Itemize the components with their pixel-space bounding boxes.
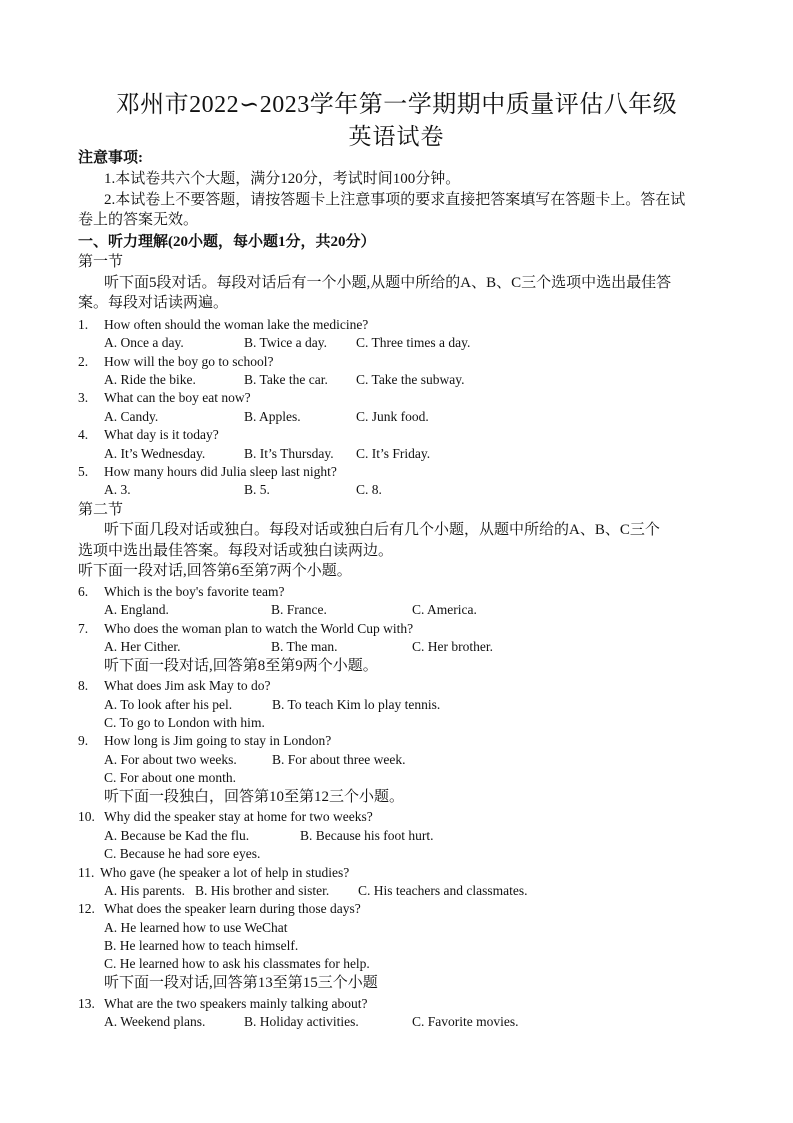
option-c: C. Take the subway. xyxy=(356,372,465,387)
part2-instructions: 听下面几段对话或独白。每段对话或独白后有几个小题，从题中所给的A、B、C三个 xyxy=(104,522,660,538)
dialogue-intro: 听下面一段对话,回答第8至第9两个小题。 xyxy=(104,658,378,674)
option-a: A. His parents. xyxy=(104,883,185,898)
question-text: What are the two speakers mainly talking about? xyxy=(104,996,368,1011)
notice-heading: 注意事项: xyxy=(78,150,143,166)
question-text: How many hours did Julia sleep last night? xyxy=(104,464,337,479)
question-number: 1. xyxy=(78,317,89,332)
option-b: B. Twice a day. xyxy=(244,335,328,350)
exam-subtitle: 英语试卷 xyxy=(348,124,445,149)
question-number: 6. xyxy=(78,584,89,599)
notice-item-2: 2.本试卷上不要答题，请按答题卡上注意事项的要求直接把答案填写在答题卡上。答在试 xyxy=(104,192,686,208)
option-c: C. Because he had sore eyes. xyxy=(104,846,261,861)
question-number: 4. xyxy=(78,427,89,442)
option-c: C. It’s Friday. xyxy=(356,446,431,461)
option-c: C. For about one month. xyxy=(104,770,236,785)
option-c: C. He learned how to ask his classmates for help. xyxy=(104,956,370,971)
question-number: 8. xyxy=(78,678,89,693)
option-b: B. France. xyxy=(271,602,327,617)
question-number: 13. xyxy=(78,996,95,1011)
part1-instructions-cont: 案。每段对话读两遍。 xyxy=(78,295,229,311)
question-text: Who does the woman plan to watch the World Cup with? xyxy=(104,621,414,636)
option-a: A. Weekend plans. xyxy=(104,1014,206,1029)
question-number: 10. xyxy=(78,809,95,824)
option-a: A. Candy. xyxy=(104,409,159,424)
question-number: 3. xyxy=(78,390,89,405)
part1-instructions: 听下面5段对话。每段对话后有一个小题,从题中所给的A、B、C三个选项中选出最佳答 xyxy=(104,275,672,291)
option-a: A. 3. xyxy=(104,482,131,497)
question-number: 9. xyxy=(78,733,89,748)
option-c: C. 8. xyxy=(356,482,382,497)
part-label-1: 第一节 xyxy=(78,254,124,270)
option-b: B. To teach Kim lo play tennis. xyxy=(272,697,441,712)
option-a: A. Once a day. xyxy=(104,335,184,350)
notice-item-2-cont: 卷上的答案无效。 xyxy=(78,212,199,228)
part2-instructions-cont: 选项中选出最佳答案。每段对话或独白读两边。 xyxy=(78,543,394,559)
question-text: How often should the woman lake the medicine? xyxy=(104,317,369,332)
option-c: C. Her brother. xyxy=(412,639,493,654)
question-text: How will the boy go to school? xyxy=(104,354,274,369)
option-c: C. Junk food. xyxy=(356,409,429,424)
option-a: A. Ride the bike. xyxy=(104,372,196,387)
option-b: B. 5. xyxy=(244,482,270,497)
option-b: B. Apples. xyxy=(244,409,301,424)
question-text: What does the speaker learn during those days? xyxy=(104,901,361,916)
option-b: B. Because his foot hurt. xyxy=(300,828,434,843)
question-text: What day is it today? xyxy=(104,427,219,442)
option-a: A. He learned how to use WeChat xyxy=(104,920,288,935)
question-number: 5. xyxy=(78,464,89,479)
question-number: 12. xyxy=(78,901,95,916)
option-b: B. It’s Thursday. xyxy=(244,446,334,461)
option-b: B. For about three week. xyxy=(272,752,406,767)
option-b: B. His brother and sister. xyxy=(195,883,330,898)
question-number: 7. xyxy=(78,621,89,636)
question-text: What can the boy eat now? xyxy=(104,390,251,405)
option-b: B. Holiday activities. xyxy=(244,1014,359,1029)
option-b: B. The man. xyxy=(271,639,338,654)
option-b: B. He learned how to teach himself. xyxy=(104,938,299,953)
option-a: A. Her Cither. xyxy=(104,639,181,654)
section-heading-listening: 一、听力理解(20小题，每小题1分，共20分） xyxy=(78,234,376,250)
option-a: A. To look after his pel. xyxy=(104,697,233,712)
question-text: Who gave (he speaker a lot of help in studies? xyxy=(100,865,350,880)
question-text: Why did the speaker stay at home for two weeks? xyxy=(104,809,373,824)
exam-title: 邓州市2022∽2023学年第一学期期中质量评估八年级 xyxy=(115,92,678,118)
option-c: C. Three times a day. xyxy=(356,335,471,350)
dialogue-intro: 听下面一段对话,回答第13至第15三个小题 xyxy=(104,975,378,991)
option-c: C. His teachers and classmates. xyxy=(358,883,528,898)
question-number: 11. xyxy=(78,865,95,880)
question-text: Which is the boy's favorite team? xyxy=(104,584,285,599)
monologue-intro: 听下面一段独白，回答第10至第12三个小题。 xyxy=(104,789,405,805)
option-a: A. For about two weeks. xyxy=(104,752,237,767)
question-text: What does Jim ask May to do? xyxy=(104,678,271,693)
option-c: C. To go to London with him. xyxy=(104,715,265,730)
question-number: 2. xyxy=(78,354,89,369)
option-c: C. America. xyxy=(412,602,477,617)
notice-item-1: 1.本试卷共六个大题，满分120分，考试时间100分钟。 xyxy=(104,171,461,187)
option-c: C. Favorite movies. xyxy=(412,1014,519,1029)
option-a: A. England. xyxy=(104,602,169,617)
option-a: A. It’s Wednesday. xyxy=(104,446,206,461)
question-text: How long is Jim going to stay in London? xyxy=(104,733,332,748)
dialogue-intro: 听下面一段对话,回答第6至第7两个小题。 xyxy=(78,563,352,579)
option-a: A. Because be Kad the flu. xyxy=(104,828,250,843)
part-label-2: 第二节 xyxy=(78,502,124,518)
option-b: B. Take the car. xyxy=(244,372,328,387)
